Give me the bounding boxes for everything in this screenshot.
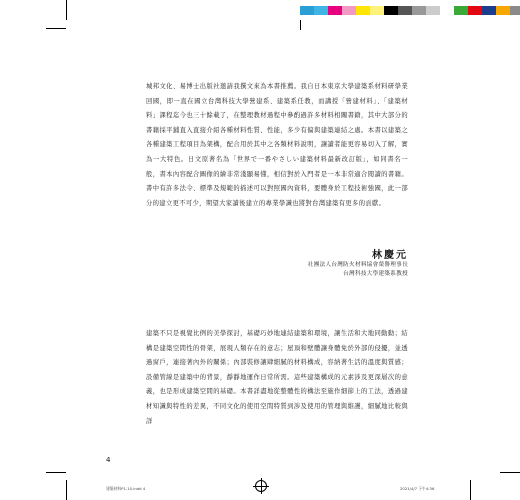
crop-mark	[46, 472, 66, 473]
registration-mark	[255, 480, 267, 492]
body-paragraph: 建築不只是視覺比例的美學探討，基礎巧妙地連結建築和環境，讓生活和大地同動動；結構是建築空間性的骨架，展現人類存在的意志；屋頂和壁體讓身體免於外部的侵擾，並透過窗戶，連接著內外的關係；內部裝修讓肆細腻的材料構成，容納著生活的溫度與質感；設備管線是建築中的背景，靜靜地運作日常所需。這些建築構成的元素涉及更深層次的意義，也是形成建築空間的基礎。本書詳盡地從整體性的構法至施作細節上的工法，透過建材知識與特性的差異，不同文化的使用空間特質到涉及使用的管理與維護，細膩地比較與詳	[146, 330, 408, 425]
crop-mark	[46, 28, 66, 29]
color-swatch	[342, 6, 356, 15]
crop-mark	[300, 20, 301, 30]
signature-name: 林慶元	[372, 250, 408, 261]
slug-file-name: 建築材料P1-10.indd 4	[106, 486, 146, 491]
slug-timestamp: 2021/4/7 下午4:36	[400, 486, 435, 491]
page-number: 4	[106, 456, 111, 464]
color-swatch	[328, 6, 342, 15]
color-swatch	[398, 6, 412, 15]
color-swatch	[454, 6, 468, 15]
crop-mark	[66, 480, 67, 500]
color-swatch	[496, 6, 510, 15]
color-swatch	[510, 6, 520, 15]
color-swatch	[482, 6, 496, 15]
color-swatch	[412, 6, 426, 15]
signature-block	[308, 246, 408, 279]
crop-mark	[66, 0, 67, 20]
signature-title-1: 社團法人台灣防火材料協會榮譽理事長	[307, 262, 408, 268]
color-swatch	[426, 6, 440, 15]
color-swatch	[370, 6, 384, 15]
color-swatch	[356, 6, 370, 15]
color-swatch	[384, 6, 398, 15]
preface-paragraph: 城邦文化、易博士出版社邀請我撰文來為本書推薦。我自日本東京大學建築系材料研學業回國，即一直在國立台灣科技大學營建系、建築系任教，而講授「營建材料」、「建築材料」課程迄今也三十餘載了，在整理教材過程中參酌過許多材料相關書籍，其中大部分的書籍採平鋪直入直接介紹各種材料性質、性能，多少有偏與建築連結之處。本書以建築之各種建築工程項目為架構，配合用於其中之各類材料說明，讓讀者能更容易切入了解，實為一大特色。日文原著名為「世界で一番やさしい建築材料最新改訂版」，如同書名一般，書本內容配合圖像的繪非常淺顯易懂，相信對於入門者是一本非常適合閱讀的書籍。書中有許多法令、標準及規範的描述可以對照國內資料，要體身於工程技術強國，此一部分的建立更不可少，期望大家讀後建立的專業學識也將對台灣建築有更多的貢獻。	[146, 83, 408, 207]
color-swatch	[314, 6, 328, 15]
crop-mark	[500, 472, 520, 473]
color-swatch	[300, 6, 314, 15]
color-calibration-bar	[300, 6, 520, 15]
signature-title-2: 台灣科技大學建築系教授	[343, 271, 408, 277]
crop-mark	[470, 480, 471, 500]
color-swatch	[440, 6, 454, 15]
color-swatch	[468, 6, 482, 15]
